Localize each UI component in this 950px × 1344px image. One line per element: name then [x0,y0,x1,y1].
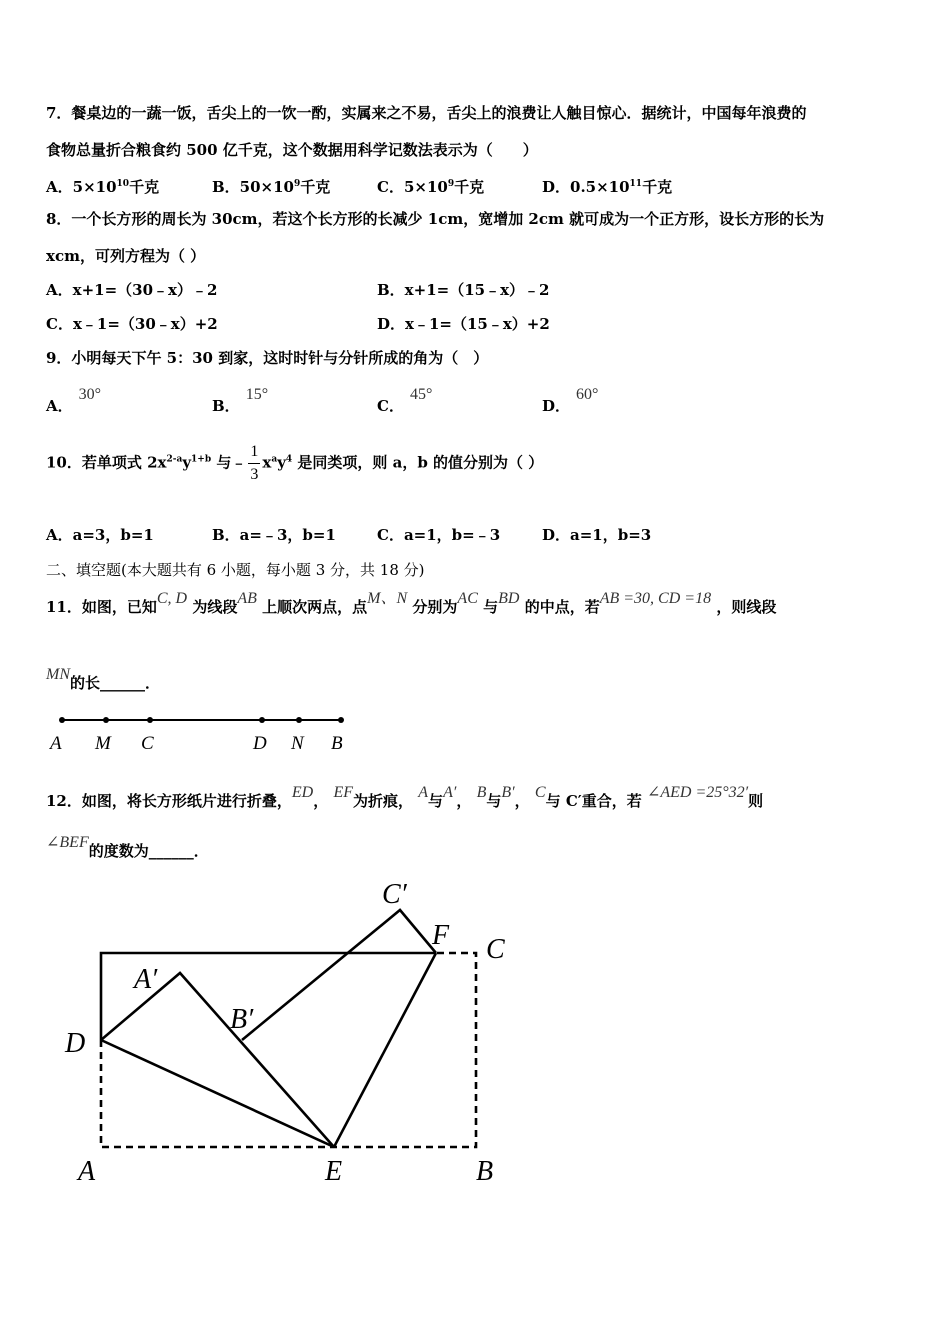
q10-fraction: $\frac{1}{3}$ [250,443,259,483]
q11-stem-line2: MN的长______． [46,666,161,692]
q10-option-d: D．a=1，b=3 [542,526,652,544]
point-c-dot [147,717,153,723]
q7-stem-line1: 7．餐桌边的一蔬一饭，舌尖上的一饮一酌，实属来之不易，舌尖上的浪费让人触目惊心．据统计，中国每年浪费的 [46,104,807,122]
q8-option-d: D．x﹣1=（15﹣x）+2 [377,315,550,333]
point-n-dot [296,717,302,723]
section-2-heading: 二、填空题(本大题共有 6 小题，每小题 3 分，共 18 分) [46,561,425,579]
q9-option-c: C．45° [377,386,433,415]
label-c: C [141,733,154,754]
label-e: E [325,1156,343,1187]
q9-option-a: A．30° [46,386,102,415]
label-m: M [95,733,111,754]
q12-folding-figure [101,910,476,1147]
label-c-prime: C′ [382,879,407,910]
label-b-prime: B′ [230,1004,254,1035]
q7-option-a: A．$5\times 10^{10}$千克 [46,178,160,196]
q12-stem-line2: ∠BEF的度数为______． [46,834,209,860]
label-c: C [486,934,505,965]
label-a: A [78,1156,96,1187]
q11-stem-line1: 11．如图，已知C, D 为线段AB 上顺次两点，点M、N 分别为AC 与BD 的中点，若AB =30, CD =18 ，则线段 [46,590,777,616]
q8-option-b: B．x+1=（15﹣x）﹣2 [377,281,550,299]
q12-labels [64,879,505,1187]
point-m-dot [103,717,109,723]
crease-ef [334,953,436,1147]
label-d: D [253,733,267,754]
point-b-dot [338,717,344,723]
q7-option-c: C．$5\times 10^9$千克 [377,178,485,196]
q9-option-b: B．15° [212,386,269,415]
label-a-prime: A′ [134,964,158,995]
q8-option-c: C．x﹣1=（30﹣x）+2 [46,315,218,333]
label-a: A [50,733,62,754]
point-a-dot [59,717,65,723]
label-d: D [65,1028,86,1059]
q7-option-d: D．$0.5\times 10^{11}$千克 [542,178,673,196]
crease-de [101,1040,334,1147]
q9-stem: 9．小明每天下午 5：30 到家，这时时针与分针所成的角为（ ） [46,349,489,367]
label-n: N [291,733,304,754]
q10-stem: 10．若单项式 $2x^{2-a}y^{1+b}$ 与﹣ $\frac{1}{3}$ $x^ay^4$ 是同类项，则 a，b 的值分别为（ ） [46,441,543,486]
label-b: B [331,733,343,754]
q10-option-a: A．a=3，b=1 [46,526,154,544]
label-b: B [476,1156,494,1187]
q8-stem-line1: 8．一个长方形的周长为 30cm，若这个长方形的长减少 1cm，宽增加 2cm 就可成为一个正方形，设长方形的长为 [46,210,825,228]
q10-option-b: B．a=﹣3，b=1 [212,526,336,544]
folded-flap-da1e [101,973,334,1147]
q7-option-b: B．$50\times 10^9$千克 [212,178,331,196]
q8-option-a: A．x+1=（30﹣x）﹣2 [46,281,218,299]
label-f: F [432,920,450,951]
folded-flap-b1c1f [242,910,436,1040]
q7-stem-line2: 食物总量折合粮食约 500 亿千克，这个数据用科学记数法表示为（ ） [46,141,538,159]
q12-stem-line1: 12．如图，将长方形纸片进行折叠，ED， EF为折痕， A与A′， B与B′， C与 C′重合，若 ∠AED =25°32′则 [46,784,764,810]
q11-segment-figure [48,717,344,754]
q10-option-c: C．a=1，b=﹣3 [377,526,501,544]
q8-stem-line2: xcm，可列方程为（ ） [46,247,206,265]
point-d-dot [259,717,265,723]
q9-option-d: D．60° [542,386,599,415]
